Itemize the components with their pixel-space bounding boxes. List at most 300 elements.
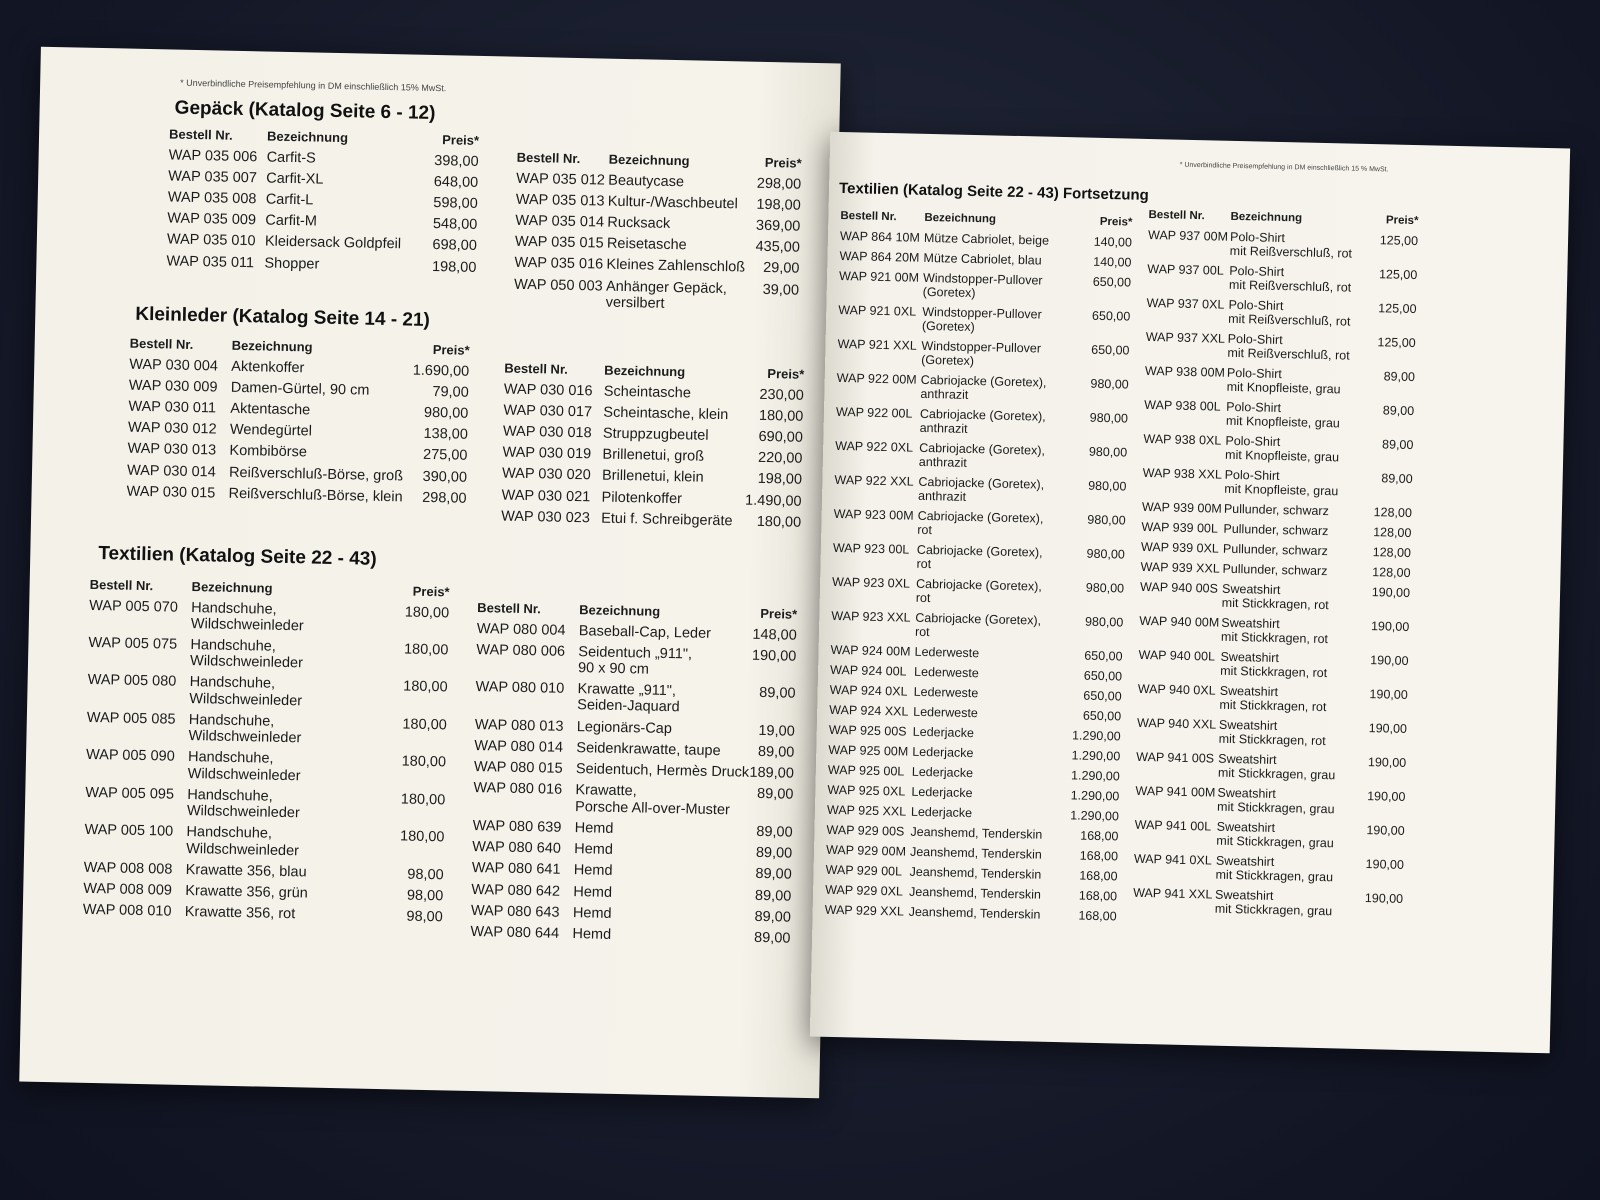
bezeichnung-line-2: rot: [917, 522, 933, 538]
bestell-nr: WAP 923 00L: [832, 540, 910, 557]
bestell-nr: WAP 080 644: [470, 923, 560, 942]
bestell-nr: WAP 938 00M: [1144, 363, 1226, 380]
header-bezeichnung: Bezeichnung: [191, 579, 273, 596]
preis: 89,00: [756, 786, 794, 804]
preis: 650,00: [1083, 668, 1123, 684]
table-row: [474, 759, 794, 782]
catalog-page-left: [19, 47, 841, 1099]
bestell-nr: WAP 939 0XL: [1140, 539, 1219, 556]
preis: 1.290,00: [1070, 768, 1120, 784]
table-row: [1142, 500, 1412, 520]
bezeichnung-line: Cabriojacke (Goretex),: [918, 474, 1045, 492]
bezeichnung: [577, 681, 759, 717]
preis: 128,00: [1373, 505, 1413, 520]
table-row: [501, 487, 801, 510]
bezeichnung: [923, 251, 1093, 269]
table-row: [470, 924, 790, 947]
bezeichnung-line: Legionärs-Cap: [576, 718, 673, 737]
bestell-nr: WAP 080 006: [476, 641, 566, 660]
bezeichnung-line: Sweatshirt: [1219, 683, 1279, 699]
table-row: [840, 229, 1132, 250]
bezeichnung: [577, 719, 759, 739]
bezeichnung: [1222, 562, 1372, 579]
bezeichnung-line: Brillenetui, groß: [602, 446, 705, 465]
bestell-nr: WAP 080 004: [476, 620, 566, 639]
table-row: [826, 843, 1118, 864]
bezeichnung-line: Etui f. Schreibgeräte: [601, 510, 733, 530]
bezeichnung-line: Pullunder, schwarz: [1222, 541, 1329, 558]
preis: 168,00: [1080, 828, 1119, 844]
bestell-nr: WAP 030 013: [127, 441, 217, 459]
bestell-nr: WAP 030 023: [501, 508, 591, 527]
table-row: [471, 882, 791, 905]
table-row: [1140, 560, 1410, 580]
header-bezeichnung: Bezeichnung: [604, 362, 686, 380]
table-row: [835, 439, 1128, 474]
bezeichnung-line-2: anthrazit: [917, 488, 967, 504]
bezeichnung-line: Cabriojacke (Goretex),: [916, 542, 1043, 560]
bestell-nr: WAP 030 004: [129, 356, 219, 375]
preis: 650,00: [1082, 708, 1122, 724]
bezeichnung: [191, 600, 405, 637]
bezeichnung-line-2: mit Reißverschluß, rot: [1228, 277, 1352, 295]
bestell-nr: WAP 941 XXL: [1133, 885, 1213, 902]
table-row: [1140, 580, 1411, 614]
table-header: [130, 337, 470, 359]
bezeichnung-line-2: Wildschweinleder: [189, 690, 303, 710]
preis: 690,00: [758, 428, 804, 446]
preis: 89,00: [754, 908, 792, 926]
table-row: [473, 780, 794, 819]
table-row: [502, 445, 802, 468]
table-row: [830, 663, 1122, 684]
catalog-page-right: [810, 132, 1570, 1054]
header-bezeichnung: Bezeichnung: [231, 337, 313, 355]
preis: 190,00: [1367, 788, 1406, 804]
bezeichnung-line: Polo-Shirt: [1227, 331, 1283, 347]
table-row: [83, 902, 443, 926]
bezeichnung: [606, 257, 763, 277]
table-row: [1146, 296, 1417, 330]
bezeichnung: [1226, 400, 1383, 432]
table-row: [83, 881, 443, 905]
preis: 1.690,00: [412, 362, 470, 380]
bestell-nr: WAP 941 00L: [1134, 817, 1212, 834]
table-row: [834, 473, 1127, 508]
preis: 98,00: [406, 887, 444, 905]
bezeichnung-line: Jeanshemd, Tenderskin: [910, 824, 1043, 842]
bestell-nr: WAP 923 00M: [833, 506, 914, 523]
preis: 980,00: [1085, 580, 1125, 596]
bezeichnung-line: Pilotenkoffer: [601, 489, 683, 507]
table-kleinleder-col1: [126, 337, 469, 512]
bezeichnung: [575, 783, 757, 819]
bestell-nr: WAP 925 0XL: [827, 782, 906, 799]
preis: 198,00: [756, 196, 801, 214]
table-row: [471, 903, 791, 926]
table-row: [129, 377, 469, 400]
bezeichnung-line: Polo-Shirt: [1226, 399, 1282, 415]
bezeichnung-line-2: anthrazit: [919, 420, 968, 436]
table-gepaeck-col2: [513, 151, 801, 320]
bezeichnung: [576, 761, 750, 781]
table-textilien-col1: [83, 578, 450, 931]
table-row: [503, 424, 803, 447]
bezeichnung-line: Krawatte 356, rot: [184, 904, 296, 923]
bestell-nr: WAP 035 010: [166, 231, 256, 250]
table-row: [1141, 520, 1411, 540]
table-row: [829, 723, 1121, 744]
table-row: [474, 738, 794, 761]
bezeichnung-line-2: mit Stickkragen, grau: [1216, 833, 1334, 851]
table-row: [84, 822, 445, 862]
table-row: [827, 803, 1119, 824]
preis: 435,00: [755, 238, 801, 256]
preis: 650,00: [1084, 648, 1123, 664]
table-row: [88, 635, 449, 675]
bezeichnung: [266, 170, 434, 190]
bezeichnung: [1229, 264, 1379, 295]
bezeichnung-line: Cabriojacke (Goretex),: [917, 508, 1044, 526]
bezeichnung-line: Aktenkoffer: [231, 358, 305, 376]
preis: 125,00: [1378, 267, 1418, 282]
bezeichnung: [1221, 616, 1371, 647]
table-row: [475, 717, 795, 740]
bezeichnung: [922, 305, 1092, 337]
bezeichnung-line: Carfit-L: [265, 191, 314, 209]
preis: 698,00: [432, 237, 478, 255]
header-bezeichnung: Bezeichnung: [1230, 210, 1303, 225]
bestell-nr: WAP 008 010: [82, 902, 172, 920]
bezeichnung: [265, 213, 433, 233]
bezeichnung-line: Handschuhe,: [188, 711, 275, 730]
table-row: [502, 466, 802, 489]
bezeichnung-line: Lederjacke: [911, 764, 974, 780]
preis: 598,00: [433, 195, 478, 212]
bezeichnung: [911, 785, 1071, 803]
table-row: [826, 823, 1118, 844]
preis: 89,00: [757, 743, 795, 761]
table-row: [86, 710, 447, 750]
bezeichnung-line: Cabriojacke (Goretex),: [919, 406, 1046, 424]
bezeichnung-line-2: rot: [915, 590, 931, 605]
bezeichnung-line: Sweatshirt: [1221, 581, 1281, 597]
table-row: [1137, 716, 1408, 750]
bezeichnung-line-2: Wildschweinleder: [186, 803, 300, 822]
table-row: [1145, 330, 1416, 364]
bezeichnung: [912, 745, 1072, 763]
bezeichnung-line: Lederjacke: [912, 744, 974, 761]
preis: 180,00: [758, 407, 804, 425]
table-header: [90, 578, 450, 600]
bestell-nr: WAP 929 00L: [825, 862, 903, 879]
preis: 39,00: [762, 281, 800, 299]
bezeichnung-line-2: (Goretex): [921, 352, 975, 368]
header-preis: Preis*: [432, 342, 470, 358]
preis: 89,00: [1383, 369, 1416, 384]
header-bestell-nr: Bestell Nr.: [477, 599, 542, 617]
bestell-nr: WAP 080 642: [471, 881, 561, 900]
preis: 398,00: [434, 152, 479, 170]
preis: 650,00: [1083, 688, 1122, 704]
bestell-nr: WAP 939 00L: [1141, 519, 1219, 536]
table-row: [1133, 852, 1404, 886]
bezeichnung-line: Krawatte „911",: [577, 681, 677, 700]
bestell-nr: WAP 937 XXL: [1145, 329, 1226, 346]
preis: 1.290,00: [1071, 748, 1121, 764]
preis: 980,00: [1087, 512, 1126, 528]
bezeichnung: [573, 905, 755, 925]
preis: 190,00: [1371, 585, 1411, 600]
preis: 980,00: [1088, 444, 1128, 460]
table-fortsetzung-col1: [824, 210, 1132, 929]
header-preis: Preis*: [760, 605, 798, 622]
preis: 180,00: [403, 678, 448, 696]
bezeichnung-line: Handschuhe,: [189, 674, 276, 693]
bezeichnung-line-2: mit Stickkragen, rot: [1218, 731, 1326, 748]
preis: 89,00: [755, 845, 793, 862]
bezeichnung: [608, 193, 757, 212]
preis: 180,00: [400, 791, 446, 809]
preis: 125,00: [1379, 233, 1419, 248]
header-preis: Preis*: [442, 132, 480, 148]
bestell-nr: WAP 938 0XL: [1143, 431, 1222, 448]
bezeichnung-line: Kleidersack Goldpfeil: [264, 233, 402, 253]
bezeichnung-line: Hemd: [572, 904, 612, 922]
bestell-nr: WAP 008 008: [83, 859, 173, 878]
preis: 298,00: [756, 175, 802, 193]
bezeichnung: [1219, 684, 1369, 715]
bezeichnung: [229, 464, 423, 484]
preis: 190,00: [1366, 822, 1405, 838]
table-row: [127, 462, 467, 485]
bezeichnung-line: Jeanshemd, Tenderskin: [908, 904, 1041, 922]
bezeichnung: [916, 543, 1086, 575]
preis: 19,00: [758, 722, 795, 740]
bezeichnung-line: Windstopper-Pullover: [922, 304, 1042, 322]
bestell-nr: WAP 929 0XL: [825, 882, 904, 899]
bezeichnung: [604, 383, 760, 402]
bezeichnung: [572, 926, 754, 946]
bezeichnung-line: Lederweste: [913, 684, 979, 701]
bezeichnung: [910, 845, 1080, 863]
preis: 168,00: [1078, 908, 1117, 924]
header-bezeichnung: Bezeichnung: [924, 211, 997, 226]
bezeichnung-line-2: mit Reißverschluß, rot: [1228, 311, 1351, 329]
bezeichnung-line: Windstopper-Pullover: [922, 270, 1043, 288]
footnote-right: * Unverbindliche Preisempfehlung in DM einschließlich 15 % MwSt.: [1179, 161, 1389, 174]
bezeichnung: [187, 787, 401, 824]
bestell-nr: WAP 923 XXL: [831, 608, 911, 625]
table-row: [836, 371, 1129, 406]
bezeichnung-line: Polo-Shirt: [1224, 467, 1280, 483]
bezeichnung-line: Lederweste: [913, 704, 978, 721]
bezeichnung: [264, 255, 432, 275]
bezeichnung-line: Hemd: [574, 841, 614, 859]
bezeichnung: [1230, 230, 1380, 261]
bestell-nr: WAP 005 085: [86, 709, 176, 728]
preis: 89,00: [1381, 437, 1414, 452]
preis: 180,00: [756, 513, 802, 531]
table-row: [832, 541, 1125, 576]
preis: 190,00: [1369, 686, 1408, 702]
bezeichnung-line-2: Wildschweinleder: [188, 728, 302, 747]
table-row: [1144, 398, 1415, 432]
bestell-nr: WAP 921 00M: [838, 268, 920, 285]
bezeichnung: [579, 623, 753, 643]
preis: 1.490,00: [744, 492, 802, 510]
bezeichnung-line-2: Porsche All-over-Muster: [574, 798, 730, 818]
bezeichnung-line: Jeanshemd, Tenderskin: [909, 864, 1042, 882]
bestell-nr: WAP 080 014: [474, 737, 564, 756]
bestell-nr: WAP 080 013: [474, 716, 564, 735]
bezeichnung-line: Cabriojacke (Goretex),: [919, 440, 1046, 458]
bezeichnung: [573, 884, 755, 904]
preis: 650,00: [1091, 308, 1131, 324]
bezeichnung-line: Lederjacke: [911, 784, 973, 800]
preis: 980,00: [1088, 478, 1127, 494]
bezeichnung-line: Sweatshirt: [1218, 751, 1277, 767]
bezeichnung-line: Hemd: [574, 819, 614, 837]
preis: 1.290,00: [1070, 788, 1120, 804]
bezeichnung-line-2: (Goretex): [922, 284, 976, 300]
preis: 138,00: [423, 426, 469, 444]
table-row: [128, 399, 468, 422]
bezeichnung: [1218, 752, 1368, 783]
table-row: [503, 402, 803, 425]
bezeichnung-line: Jeanshemd, Tenderskin: [908, 884, 1042, 902]
bestell-nr: WAP 030 015: [126, 483, 216, 502]
bezeichnung: [920, 373, 1090, 405]
table-row: [129, 356, 469, 379]
bezeichnung: [919, 441, 1089, 473]
table-row: [472, 839, 792, 862]
bezeichnung: [1224, 502, 1374, 519]
table-gepaeck-col1: [166, 127, 479, 280]
bestell-nr: WAP 035 006: [168, 146, 258, 165]
bestell-nr: WAP 005 075: [88, 634, 178, 653]
preis: 980,00: [1089, 410, 1129, 426]
bezeichnung-line: Kultur-/Waschbeutel: [607, 193, 738, 213]
table-row: [1142, 466, 1413, 500]
preis: 190,00: [1370, 652, 1409, 668]
bezeichnung: [602, 447, 758, 466]
table-row: [87, 672, 448, 712]
bezeichnung: [1223, 542, 1373, 559]
header-preis: Preis*: [1385, 214, 1419, 228]
preis: 180,00: [403, 641, 449, 659]
bezeichnung-line: Kombibörse: [229, 443, 308, 461]
bestell-nr: WAP 080 640: [472, 839, 562, 857]
bezeichnung: [189, 674, 403, 711]
table-row: [472, 860, 792, 883]
preis: 980,00: [1084, 614, 1124, 630]
bezeichnung-line: Beautycase: [608, 172, 685, 190]
bezeichnung-line-2: mit Stickkragen, grau: [1215, 867, 1334, 885]
bezeichnung: [602, 468, 758, 487]
preis: 140,00: [1093, 254, 1132, 270]
bezeichnung: [265, 234, 433, 254]
bestell-nr: WAP 924 XXL: [829, 702, 909, 719]
bestell-nr: WAP 030 021: [501, 487, 591, 506]
bezeichnung: [574, 862, 756, 882]
table-row: [1139, 614, 1410, 648]
table-row: [839, 269, 1132, 304]
bezeichnung-line-2: mit Stickkragen, grau: [1217, 765, 1336, 783]
section-title-kleinleder: Kleinleder (Katalog Seite 14 - 21): [135, 303, 431, 331]
header-preis: Preis*: [1099, 215, 1133, 229]
bestell-nr: WAP 035 016: [514, 255, 604, 274]
bezeichnung: [911, 805, 1071, 823]
bezeichnung-line: Pullunder, schwarz: [1223, 501, 1329, 519]
table-row: [837, 337, 1130, 372]
preis: 190,00: [1365, 856, 1405, 872]
bezeichnung-line: Seidenkrawatte, taupe: [576, 740, 721, 760]
bestell-nr: WAP 924 00L: [829, 662, 907, 679]
bezeichnung-line: Sweatshirt: [1216, 819, 1276, 835]
header-bestell-nr: Bestell Nr.: [89, 576, 154, 594]
header-preis: Preis*: [764, 154, 802, 171]
table-row: [85, 785, 446, 825]
bezeichnung: [186, 824, 400, 861]
bezeichnung: [607, 236, 756, 255]
bestell-nr: WAP 005 070: [89, 597, 179, 616]
bezeichnung-line: Handschuhe,: [187, 749, 274, 768]
bezeichnung-line: Lederjacke: [910, 804, 973, 820]
bezeichnung-line-2: mit Knopfleiste, grau: [1226, 379, 1341, 397]
table-row: [1137, 682, 1408, 716]
bestell-nr: WAP 921 XXL: [837, 336, 917, 353]
bezeichnung: [1215, 888, 1365, 919]
bezeichnung-line-2: (Goretex): [921, 318, 975, 334]
header-bestell-nr: Bestell Nr.: [504, 360, 569, 377]
bezeichnung-line: Polo-Shirt: [1229, 229, 1286, 245]
bezeichnung-line: Hemd: [573, 883, 613, 901]
bezeichnung-line: Hemd: [572, 926, 612, 943]
bezeichnung-line: Krawatte 356, blau: [185, 861, 307, 881]
bestell-nr: WAP 035 007: [168, 168, 258, 187]
preis: 98,00: [406, 908, 443, 926]
table-row: [84, 860, 444, 884]
header-bestell-nr: Bestell Nr.: [1148, 208, 1205, 223]
bestell-nr: WAP 937 00L: [1147, 261, 1224, 278]
bezeichnung: [601, 511, 757, 530]
bestell-nr: WAP 941 00M: [1135, 783, 1216, 800]
bestell-nr: WAP 030 018: [502, 423, 592, 442]
preis: 198,00: [431, 258, 477, 276]
bestell-nr: WAP 005 080: [87, 672, 177, 691]
table-row: [839, 249, 1131, 270]
bezeichnung-line-2: mit Stickkragen, rot: [1219, 697, 1327, 714]
bezeichnung: [266, 149, 434, 169]
preis: 89,00: [755, 866, 792, 883]
bezeichnung: [918, 475, 1088, 507]
bezeichnung-line: Wendegürtel: [229, 422, 313, 440]
bezeichnung-line-2: Seiden-Jaquard: [577, 697, 680, 716]
bezeichnung-line: Reisetasche: [606, 235, 687, 254]
table-row: [127, 441, 467, 464]
header-bestell-nr: Bestell Nr.: [129, 335, 194, 352]
bezeichnung-line: Rucksack: [607, 214, 671, 232]
bezeichnung-line: Windstopper-Pullover: [921, 338, 1042, 356]
table-row: [831, 609, 1124, 644]
bestell-nr: WAP 922 00M: [836, 370, 917, 387]
bestell-nr: WAP 080 010: [475, 679, 565, 698]
bestell-nr: WAP 941 00S: [1136, 749, 1215, 766]
table-row: [1145, 364, 1416, 398]
table-row: [833, 507, 1126, 542]
table-row: [168, 189, 478, 212]
